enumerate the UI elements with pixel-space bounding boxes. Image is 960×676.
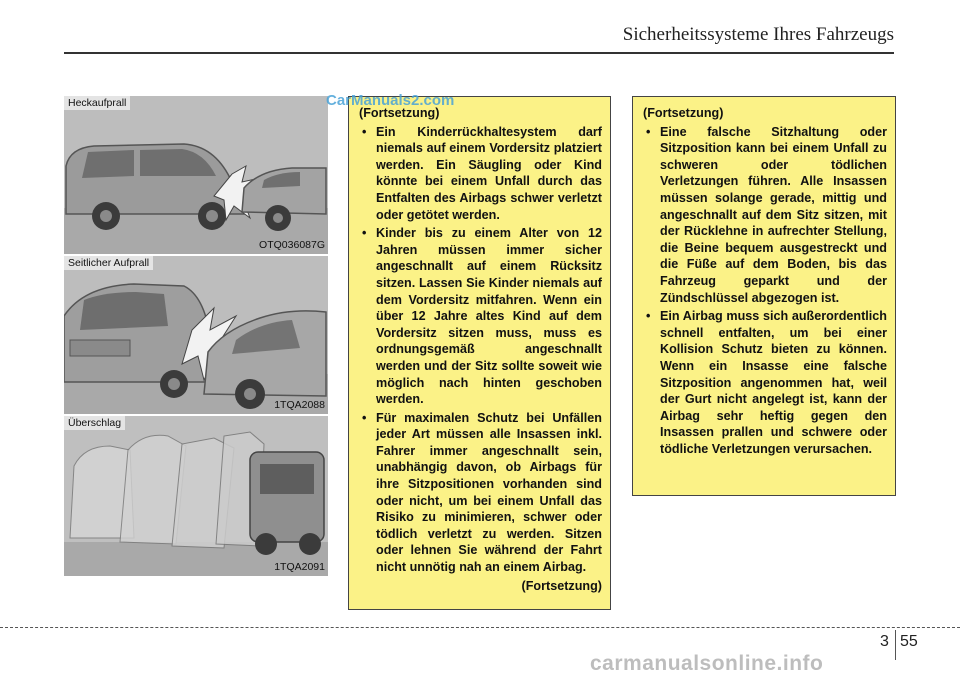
footer-watermark: carmanualsonline.info (590, 652, 824, 675)
warning-list (359, 124, 602, 576)
page-number: 55 (900, 633, 918, 650)
continued-label: (Fortsetzung) (359, 106, 440, 120)
list-item: • Ein Airbag muss sich außerordentlich schnell entfalten, um bei einer Kollision Schutz bieten zu können. Wenn ein Insasse eine falsche Sitzposition angenommen hat, weil der Gurt nicht angelegt ist, kann der Airbag sehr heftig gegen den Insassen prallen und schwere oder tödliche Verletzungen verursachen. (643, 308, 887, 457)
header-rule (64, 52, 894, 54)
figure-side-impact (64, 256, 328, 414)
figure-label: Seitlicher Aufprall (64, 256, 153, 270)
site-watermark: CarManuals2.com (326, 92, 455, 109)
figure-rollover (64, 416, 328, 576)
figure-code: OTQ036087G (259, 239, 325, 251)
figure-label: Heckaufprall (64, 96, 130, 110)
footer-rule (0, 627, 960, 628)
warning-box-seating (632, 96, 896, 496)
figure-label: Überschlag (64, 416, 125, 430)
warning-list (643, 124, 887, 458)
figure-code: 1TQA2091 (274, 561, 325, 573)
figure-code: 1TQA2088 (274, 399, 325, 411)
rollover-illustration (64, 416, 328, 576)
chapter-number: 3 (880, 633, 889, 650)
warning-box-children (348, 96, 611, 610)
figure-rear-impact (64, 96, 328, 254)
continues-label: (Fortsetzung) (521, 578, 602, 593)
list-item: • Kinder bis zu einem Alter von 12 Jahren müssen immer sicher angeschnallt auf einem Rücksitz sitzen. Lassen Sie Kinder niemals auf dem Vordersitz mitfahren. Wenn ein über 12 Jahre altes Kind auf dem Vordersitz sitzen muss, muss es ordnungsgemäß angeschnallt werden und der Sitz sollte soweit wie möglich nach hinten geschoben werden. (359, 225, 602, 408)
side-impact-illustration (64, 256, 328, 414)
list-item: • Eine falsche Sitzhaltung oder Sitzposition kann bei einem Unfall zu schweren oder tödlichen Verletzungen führen. Alle Insassen müssen solange gerade, mittig und angeschnallt auf dem Sitz sitzen, mit der Rücklehne in aufrechter Stellung, die Beine bequem ausgestreckt und die Füße auf dem Boden, bis das Fahrzeug geparkt und der Zündschlüssel abgezogen ist. (643, 124, 887, 307)
list-item: • Für maximalen Schutz bei Unfällen jeder Art müssen alle Insassen inkl. Fahrer immer angeschnallt sein, unabhängig davon, ob Airbags für ihre Sitzpositionen vorhanden sind oder nicht, um bei einem Unfall das Risiko zu minimieren, schwer oder tödlich verletzt zu werden. Sitzen oder lehnen Sie während der Fahrt nicht unnötig nah an einem Airbag. (359, 410, 602, 576)
rear-impact-illustration (64, 96, 328, 254)
page-header-title: Sicherheitssysteme Ihres Fahrzeugs (622, 24, 894, 45)
continued-label: (Fortsetzung) (643, 106, 724, 120)
list-item: • Ein Kinderrückhaltesystem darf niemals auf einem Vordersitz platziert werden. Ein Säugling oder Kind könnte bei einem Unfall durch das Entfalten des Airbags schwer verletzt oder getötet werden. (359, 124, 602, 224)
page-separator (895, 630, 896, 660)
